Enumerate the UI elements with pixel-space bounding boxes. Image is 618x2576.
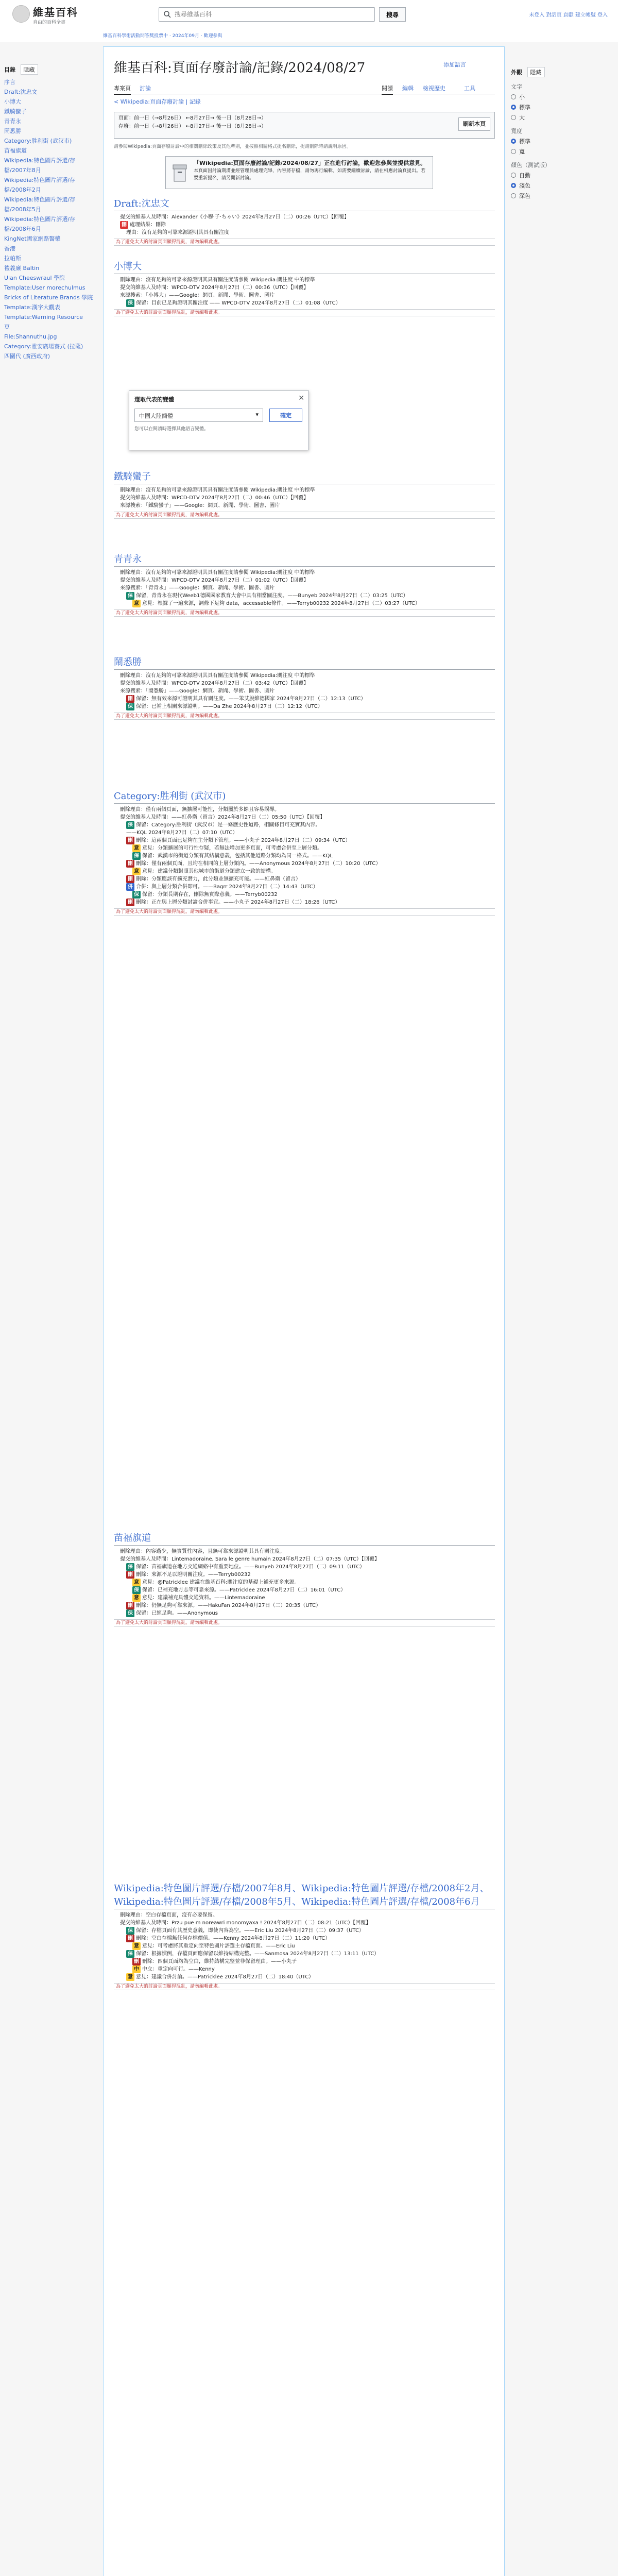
- discussion-section: [114, 552, 495, 617]
- wikipedia-logo[interactable]: [12, 5, 30, 23]
- text-size-label: 文字: [511, 83, 522, 90]
- discussion-section: [114, 196, 495, 246]
- page-tabs: [114, 83, 495, 94]
- entry-line: 刪除理由：內容過少，無實質性內容，且無可靠來源證明其具有關注度。: [120, 1549, 285, 1554]
- confirm-button[interactable]: 確定: [269, 409, 302, 422]
- vote-tag: 刪: [126, 837, 134, 844]
- entry-text: 刪除：僅有兩個頁面，且均在相同的上層分類內。——Anonymous 2024年8月27日（二）10:20（UTC）: [136, 861, 381, 867]
- close-icon[interactable]: ✕: [298, 394, 304, 402]
- entry-line: 刪除理由：沒有足夠的可靠來源證明其具有關注度請參閱 Wikipedia:關注度 中的標準: [120, 277, 315, 283]
- status-bar: 為了避免太大的討論頁面顯得混亂，請勿編輯此處。: [114, 239, 495, 246]
- radio-icon: [511, 94, 516, 99]
- entry-line: [114, 860, 495, 868]
- vote-tag: 刪: [126, 695, 134, 703]
- toc-hide-button[interactable]: 隱藏: [21, 64, 38, 75]
- entry-line: 來源搜索：「小博大」——Google：網頁、新聞、學術、圖書、圖片: [120, 293, 275, 298]
- entry-text: 保留：根據慣例，存檔頁面應保留以維持結構完整。——Sanmosa 2024年8月27日（二）13:11（UTC）: [136, 1951, 380, 1957]
- entry-text: 保留：已經足夠。——Anonymous: [136, 1611, 218, 1616]
- discussion-entry: [114, 1911, 495, 1981]
- vote-tag: 意: [132, 1579, 141, 1586]
- discussion-section: [114, 655, 495, 720]
- radio-label: 標準: [519, 138, 530, 145]
- vote-tag: 保: [126, 703, 134, 710]
- policy-text: 請參閱Wikipedia:頁面存廢討論中的相關刪除政策及其他準則，並按照相關格式提名刪除，提請刪除時請說明原因。: [114, 144, 351, 149]
- entry-line: [114, 1965, 495, 1973]
- entry-text: 意見：建議分類對照其他城市的街道分類建立一致的結構。: [142, 869, 276, 874]
- entry-text: 刪除：四個頁面均為空白，維持結構完整並非保留理由。——小丸子: [142, 1959, 297, 1964]
- entry-text: 保留：已補充地方志等可靠來源。——Patricklee 2024年8月27日（二）16:01（UTC）: [142, 1587, 346, 1593]
- entry-line: 理由：沒有足夠的可靠來源證明其具有關注度: [126, 230, 229, 235]
- entry-line: ——KQL 2024年8月27日（二）07:10（UTC）: [126, 830, 238, 836]
- entry-line: [114, 221, 495, 229]
- toc-item[interactable]: 小博大: [4, 98, 21, 105]
- add-language-button[interactable]: 添加語言: [443, 61, 466, 68]
- discussion-entry: [114, 486, 495, 510]
- entry-line: [114, 899, 495, 906]
- panel-title: 外觀: [511, 69, 522, 76]
- discussion-section: [114, 1531, 495, 1626]
- entry-line: [114, 1958, 495, 1965]
- width-label: 寬度: [511, 128, 522, 134]
- vote-tag: 意: [132, 1942, 141, 1950]
- toc-item[interactable]: Category:胜利街 (武汉市): [4, 138, 72, 144]
- toc-item[interactable]: Wikipedia:特色圖片評選/存檔/2008年2月: [4, 177, 76, 193]
- tab-edit[interactable]: 編輯: [402, 85, 414, 92]
- vote-tag: 併: [126, 883, 134, 891]
- tab-read[interactable]: 閱讀: [382, 84, 393, 95]
- refresh-button[interactable]: 刷新本頁: [458, 117, 490, 131]
- section-heading[interactable]: 鬧悉勝: [114, 655, 495, 670]
- tab-tools[interactable]: 工具: [464, 85, 475, 92]
- entry-text: 意見：建議補充具體交通資料。——Lintemadoraine: [142, 1595, 265, 1601]
- entry-text: 保留：目前已足夠證明其關注度 —— WPCD-DTV 2024年8月27日（二）01:08（UTC）: [136, 300, 341, 306]
- dialog-title: 選取代表的變體: [134, 396, 174, 403]
- site-notice: [103, 32, 608, 40]
- vote-tag: 保: [126, 299, 134, 307]
- radio-selected-icon: [511, 183, 516, 188]
- tab-history[interactable]: 檢視歷史: [423, 85, 445, 92]
- toc-item[interactable]: Category:雅安廣場賽式 (拉薩): [4, 343, 83, 350]
- color-dark-radio[interactable]: [511, 192, 612, 200]
- entry-line: [114, 1609, 495, 1617]
- search-input[interactable]: [175, 10, 365, 19]
- discussion-section: [114, 469, 495, 519]
- entry-line: 提交的維基人及時間：WPCD-DTV 2024年8月27日（二）01:02（UTC）【回覆】: [120, 578, 309, 583]
- vote-tag: 意: [132, 1594, 141, 1602]
- entry-line: [114, 1571, 495, 1579]
- vote-tag: 保: [126, 1563, 134, 1571]
- entry-text: 刪除：仍無足夠可靠來源。——HakuFan 2024年8月27日（二）20:35（UTC）: [136, 1603, 321, 1608]
- entry-line: 提交的維基人及時間：——紅鼻衛（留言）2024年8月27日（二）05:50（UTC）【回覆】: [120, 815, 325, 820]
- entry-line: [114, 852, 495, 860]
- toc-item[interactable]: 序言: [4, 79, 15, 86]
- logo-subtitle: 自由的百科全書: [33, 20, 66, 25]
- section-heading[interactable]: 青青永: [114, 552, 495, 567]
- toc-item[interactable]: Draft:沈忠文: [4, 89, 38, 95]
- entry-line: 提交的維基人及時間：Lintemadoraine, Sara le genre humain 2024年8月27日（二）07:35（UTC）【回覆】: [120, 1556, 380, 1562]
- vote-tag: 中: [132, 1965, 141, 1973]
- toc-item[interactable]: 鬧悉勝: [4, 128, 21, 134]
- vote-tag: 保: [126, 1927, 134, 1935]
- entry-line: [114, 1950, 495, 1958]
- vote-tag: 意: [132, 844, 141, 852]
- radio-icon: [511, 173, 516, 178]
- tab-talk[interactable]: 討論: [140, 85, 151, 92]
- section-heading[interactable]: 小博大: [114, 259, 495, 274]
- section-heading[interactable]: Category:胜利街 (武汉市): [114, 789, 495, 804]
- entry-text: 保留：苗福旗道在地方交通網絡中有重要地位。——Bunyeb 2024年8月27日（二）09:11（UTC）: [136, 1564, 365, 1570]
- vote-tag: 意: [126, 1973, 134, 1981]
- radio-label: 自動: [519, 172, 530, 179]
- entry-text: 中立：重定向可行。——Kenny: [142, 1967, 215, 1972]
- toc-item[interactable]: KingNet國家網路醫藥: [4, 235, 61, 242]
- entry-line: [114, 875, 495, 883]
- result-tag: 刪: [120, 221, 128, 229]
- entry-line: 刪除理由：沒有足夠的可靠來源證明其具有關注度請參閱 Wikipedia:關注度 中的標準: [120, 487, 315, 493]
- entry-line: [114, 1935, 495, 1942]
- entry-line: [114, 1594, 495, 1602]
- entry-text: 保留：已補上相關來源證明。——Da Zhe 2024年8月27日（二）12:12（UTC）: [136, 704, 323, 709]
- entry-text: 刪除：來源不足以證明關注度。——Terryb00232: [136, 1572, 251, 1578]
- vote-tag: 保: [126, 592, 134, 600]
- radio-icon: [511, 115, 516, 120]
- entry-line: 來源搜索：「青青永」——Google：網頁、新聞、學術、圖書、圖片: [120, 585, 275, 591]
- variant-select[interactable]: [134, 409, 263, 422]
- status-bar: 為了避免太大的討論頁面顯得混亂，請勿編輯此處。: [114, 309, 495, 316]
- appearance-panel: [511, 67, 612, 200]
- entry-text: 意見：@Patricklee 建議在維基百科:關注度的基礎上補充更多來源。: [142, 1580, 300, 1585]
- site-notice-text[interactable]: 維基百科學術活動問答獎投票中 · 2024年09月 · 歡迎參與: [103, 33, 222, 39]
- toc-item[interactable]: Wikipedia:特色圖片評選/存檔/2008年6月: [4, 216, 76, 232]
- section-heading[interactable]: Draft:沈忠文: [114, 196, 495, 211]
- entry-line: [114, 600, 495, 607]
- discussion-entry: [114, 569, 495, 607]
- width-wide-radio[interactable]: [511, 147, 612, 156]
- entry-text: 保留：武漢市的街道分類有其結構意義，包括其他道路分類均為同一格式。——KQL: [142, 853, 333, 859]
- nav-line-archive[interactable]: 存廢：前一日（→8月26日） ←8月27日→ 後一日（8月28日→）: [118, 124, 267, 129]
- toc-title: 目錄: [4, 66, 15, 73]
- entry-line: [114, 844, 495, 852]
- entry-line: 提交的維基人及時間：WPCD-DTV 2024年8月27日（二）03:42（UTC）【回覆】: [120, 681, 309, 686]
- discussion-entry: [114, 276, 495, 307]
- entry-line: 刪除理由：沒有足夠的可靠來源證明其具有關注度請參閱 Wikipedia:關注度 中的標準: [120, 570, 315, 575]
- status-bar: 為了避免太大的討論頁面顯得混亂，請勿編輯此處。: [114, 609, 495, 617]
- user-links[interactable]: 未登入 對話頁 貢獻 建立帳號 登入: [529, 12, 608, 18]
- entry-text: 意見：分類擴展的可行性存疑，若無法增加更多頁面，可考慮合併至上層分類。: [142, 845, 322, 851]
- radio-label: 寬: [519, 148, 525, 155]
- radio-label: 大: [519, 114, 525, 121]
- toc-item[interactable]: 豆: [4, 324, 10, 330]
- entry-line: 提交的維基人及時間：WPCD-DTV 2024年8月27日（二）00:36（UTC）【回覆】: [120, 285, 309, 291]
- radio-label: 深色: [519, 193, 530, 199]
- entry-line: [114, 1973, 495, 1981]
- entry-line: [114, 703, 495, 710]
- entry-text: 意見：可考慮將其重定向至特色圖片評選主存檔頁面。——Eric Liu: [142, 1943, 295, 1949]
- radio-icon: [511, 149, 516, 154]
- archive-notice-body: 本頁面因討論期滿並經管理員處理完畢，內容將存檔，請勿再行編輯。如需要繼續討論，請在相應討論頁提出。若要重新提名，請另開新討論。: [194, 168, 426, 181]
- toc-item[interactable]: 青青永: [4, 118, 21, 125]
- section-heading[interactable]: 苗福旗道: [114, 1531, 495, 1546]
- vote-tag: 保: [132, 1586, 141, 1594]
- width-standard-radio[interactable]: [511, 137, 612, 145]
- discussion-section: [114, 1881, 495, 1990]
- toc-item[interactable]: 四圍代 (廣西政府): [4, 353, 50, 360]
- status-bar: 為了避免太大的討論頁面顯得混亂，請勿編輯此處。: [114, 1983, 495, 1990]
- variant-select-value: 中國大陸簡體: [139, 413, 173, 419]
- entry-text: 刪除：這兩個頁面已足夠在主分類下管理。——小丸子 2024年8月27日（二）09:34（UTC）: [136, 838, 351, 843]
- archive-notice: [165, 156, 433, 189]
- toc-item[interactable]: Template:User morechulmus: [4, 284, 85, 291]
- page-title: 維基百科:頁面存廢討論/記錄/2024/08/27: [114, 60, 366, 76]
- logo-text[interactable]: 維基百科: [33, 6, 78, 19]
- entry-text: 保留，青青永在現代Weeb1德國國家教育大會中具有相當關注度。——Bunyeb 2024年8月27日（二）03:25（UTC）: [136, 593, 408, 599]
- entry-line: [114, 891, 495, 899]
- toc-item[interactable]: 拉帕斯: [4, 255, 21, 262]
- vote-tag: 保: [132, 891, 141, 899]
- toc-item[interactable]: 禮義廉 Baltin: [4, 265, 40, 272]
- toc-item[interactable]: Bricks of Literature Brands 學院: [4, 294, 93, 301]
- dialog-hint: 您可以在閱讀時選擇其他語言變體。: [134, 427, 209, 432]
- vote-tag: 刪: [126, 875, 134, 883]
- text-size-small-radio[interactable]: [511, 93, 612, 101]
- discussion-entry: [114, 213, 495, 236]
- radio-icon: [511, 193, 516, 198]
- entry-line: [114, 821, 495, 829]
- radio-label: 標準: [519, 104, 530, 111]
- entry-line: 來源搜索：「鬧悉勝」——Google：網頁、新聞、學術、圖書、圖片: [120, 688, 275, 694]
- table-of-contents: [4, 77, 97, 361]
- entry-line: [114, 695, 495, 703]
- entry-text: 保留：無有效來源可證明其具有關注度。——笨艾脫維德國家 2024年8月27日（二）12:13（UTC）: [136, 696, 366, 702]
- toc-item[interactable]: 鐵騎蠻子: [4, 108, 27, 115]
- entry-line: [114, 1563, 495, 1571]
- date-navigation-box: [114, 112, 495, 139]
- entry-line: [114, 837, 495, 844]
- entry-text: 保留：Category:胜利街（武汉市）是一條歷史性道路，相關條目可充實其內容。: [136, 822, 321, 828]
- vote-tag: 刪: [126, 1571, 134, 1579]
- vote-tag: 刪: [126, 899, 134, 906]
- color-auto-radio[interactable]: [511, 171, 612, 179]
- status-bar: 為了避免太大的討論頁面顯得混亂，請勿編輯此處。: [114, 908, 495, 916]
- entry-line: 提交的維基人及時間：Alexander《小穆·子·ちゃい》2024年8月27日（二）00:26（UTC）【回覆】: [120, 214, 350, 220]
- entry-line: 提交的維基人及時間：WPCD-DTV 2024年8月27日（二）00:46（UTC）【回覆】: [120, 495, 309, 501]
- nav-line-pages[interactable]: 頁面：前一日（→8月26日） ←8月27日→ 後一日（8月28日→）: [118, 115, 267, 121]
- vote-tag: 刪: [126, 860, 134, 868]
- entry-line: [114, 868, 495, 875]
- variant-selector-dialog: [129, 391, 309, 450]
- entry-line: 刪除理由：空白存檔頁面，沒有必要保留。: [120, 1912, 218, 1918]
- discussion-entry: [114, 672, 495, 710]
- section-heading[interactable]: Wikipedia:特色圖片評選/存檔/2007年8月、Wikipedia:特色圖片評選/存檔/2008年2月、Wikipedia:特色圖片評選/存檔/2008年5月、Wikipedia:特色圖片評選/存檔/2008年6月: [114, 1881, 495, 1909]
- radio-label: 淺色: [519, 182, 530, 189]
- vote-tag: 保: [132, 852, 141, 860]
- vote-tag: 保: [126, 821, 134, 829]
- vote-tag: 保: [126, 1609, 134, 1617]
- section-heading[interactable]: 鐵騎蠻子: [114, 469, 495, 484]
- site-header: [0, 0, 618, 42]
- vote-tag: 刪: [132, 1958, 141, 1965]
- color-label: 顏色（測試版）: [511, 162, 551, 168]
- toc-item[interactable]: Template:漢字大觀表 Template:Warning Resource: [4, 304, 83, 320]
- radio-selected-icon: [511, 105, 516, 110]
- breadcrumb[interactable]: < Wikipedia:頁面存廢討論 | 記錄: [114, 98, 201, 105]
- entry-text: 刪除：空白存檔無任何存檔價值。——Kenny 2024年8月27日（二）11:20（UTC）: [136, 1936, 331, 1941]
- discussion-entry: [114, 1548, 495, 1617]
- entry-text: 意見：根據了一遍來源，詞條下足夠 data，accessable條件。——Terryb00232 2024年8月27日（二）03:27（UTC）: [142, 601, 420, 606]
- entry-line: [114, 1579, 495, 1586]
- chevron-down-icon: ▾: [255, 411, 259, 418]
- entry-text: 刪除：分類應該有擴充潛力，此分類並無擴充可能。——紅鼻衛（留言）: [136, 876, 301, 882]
- vote-tag: 保: [126, 1950, 134, 1958]
- entry-line: 提交的維基人及時間：Przu pue m noreawri monomyaxa ! 2024年8月27日（二）08:21（UTC）【回覆】: [120, 1920, 371, 1926]
- toc-header: [4, 64, 97, 75]
- entry-text: 合併：與上層分類合併即可。——Bagrr 2024年8月27日（二）14:43（UTC）: [136, 884, 318, 890]
- entry-line: [114, 1602, 495, 1609]
- status-bar: 為了避免太大的討論頁面顯得混亂，請勿編輯此處。: [114, 1619, 495, 1626]
- discussion-entry: [114, 806, 495, 906]
- search-box[interactable]: [159, 7, 375, 22]
- toc-item[interactable]: Wikipedia:特色圖片評選/存檔/2008年5月: [4, 196, 76, 213]
- entry-line: [114, 1942, 495, 1950]
- radio-label: 小: [519, 94, 525, 100]
- entry-line: [114, 1586, 495, 1594]
- entry-text: 保留：存檔頁面有其歷史意義，即使內容為空。——Eric Liu 2024年8月27日（二）09:37（UTC）: [136, 1928, 364, 1934]
- text-size-standard-radio[interactable]: [511, 103, 612, 111]
- entry-line: 刪除理由：僅有兩個頁面，無擴展可能性，分類屬於多餘且容易誤導。: [120, 807, 280, 812]
- toc-item[interactable]: Ulan Cheeswraul 學院: [4, 275, 65, 281]
- entry-text: 刪除：正在與上層分類討論合併事宜。——小丸子 2024年8月27日（二）18:26（UTC）: [136, 900, 340, 905]
- entry-line: [114, 1927, 495, 1935]
- entry-text: 處理結果：刪除: [130, 222, 166, 228]
- entry-line: [114, 299, 495, 307]
- status-bar: 為了避免太大的討論頁面顯得混亂，請勿編輯此處。: [114, 713, 495, 720]
- entry-line: 刪除理由：沒有足夠的可靠來源證明其具有關注度請參閱 Wikipedia:關注度 中的標準: [120, 673, 315, 679]
- search-button[interactable]: 搜尋: [379, 7, 406, 22]
- entry-text: 保留：分類長期存在，刪除無實際意義。——Terryb00232: [142, 892, 278, 897]
- archive-box-icon: [172, 164, 187, 182]
- discussion-section: [114, 259, 495, 316]
- vote-tag: 刪: [126, 1602, 134, 1609]
- toc-item[interactable]: 苗福旗道: [4, 147, 27, 154]
- toc-item[interactable]: 香港: [4, 245, 15, 252]
- toc-item[interactable]: Wikipedia:特色圖片評選/存檔/2007年8月: [4, 157, 76, 174]
- discussion-section: [114, 789, 495, 916]
- vote-tag: 意: [132, 868, 141, 875]
- radio-selected-icon: [511, 139, 516, 144]
- entry-line: 來源搜索：「鐵騎蠻子」——Google：網頁、新聞、學術、圖書、圖片: [120, 503, 280, 509]
- vote-tag: 刪: [126, 1935, 134, 1942]
- entry-line: [114, 592, 495, 600]
- search-icon: [163, 10, 171, 19]
- color-light-radio[interactable]: [511, 181, 612, 190]
- status-bar: 為了避免太大的討論頁面顯得混亂，請勿編輯此處。: [114, 512, 495, 519]
- panel-hide-button[interactable]: 隱藏: [527, 67, 545, 77]
- entry-text: 意見：建議合併討論。——Patricklee 2024年8月27日（二）18:40（UTC）: [136, 1974, 314, 1980]
- tab-project-page[interactable]: 專案頁: [114, 84, 131, 95]
- entry-line: [114, 883, 495, 891]
- archive-notice-title: 「Wikipedia:頁面存廢討論/記錄/2024/08/27」正在進行討論，歡迎您參與並提供意見。: [194, 160, 426, 166]
- toc-item[interactable]: File:Shannuthu.jpg: [4, 333, 57, 340]
- vote-tag: 意: [132, 600, 141, 607]
- text-size-large-radio[interactable]: [511, 113, 612, 122]
